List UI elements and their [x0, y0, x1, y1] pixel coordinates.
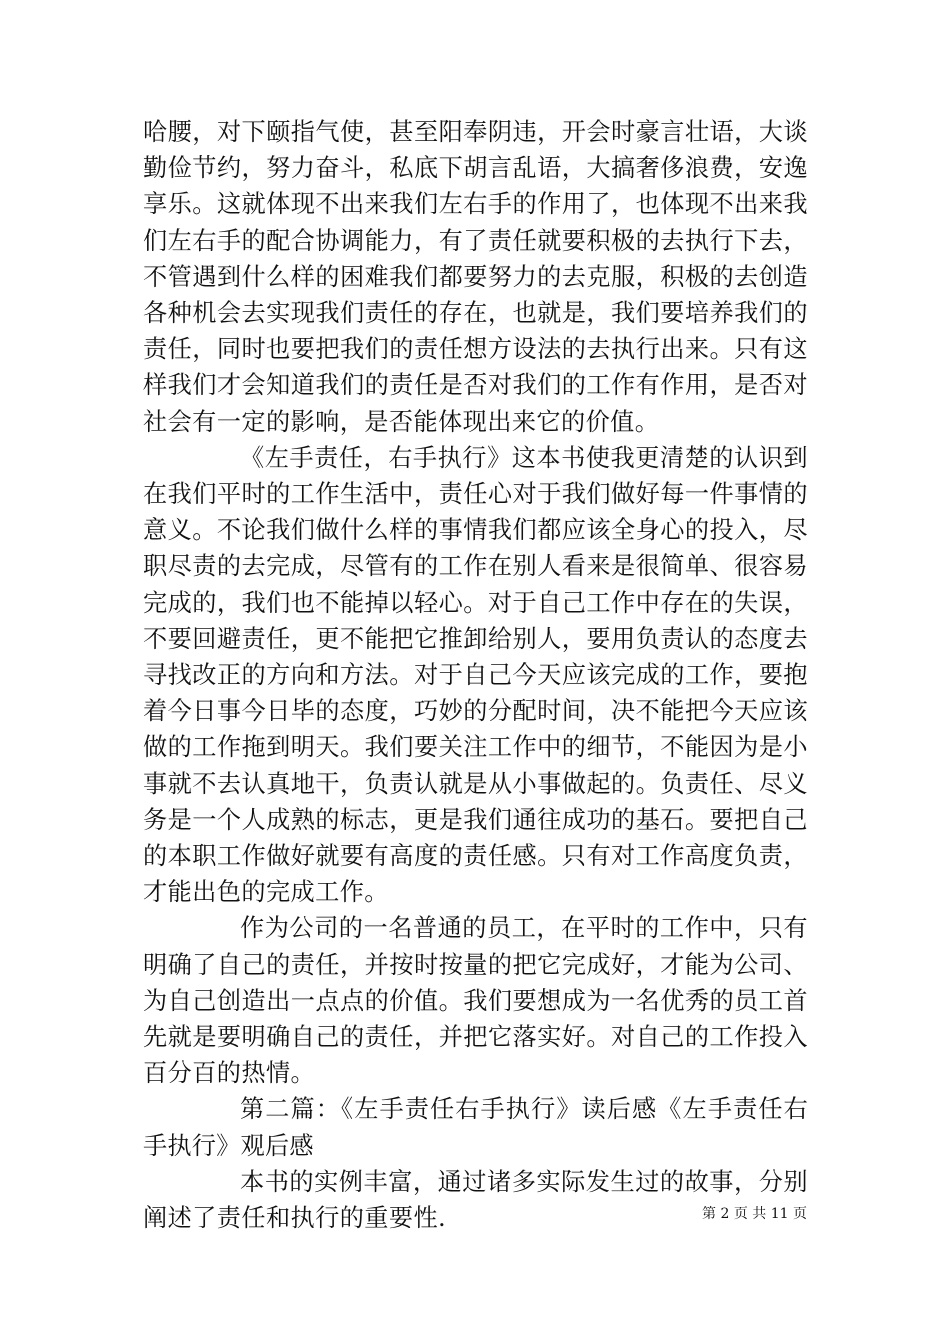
page-number: 第 2 页 共 11 页 — [702, 1206, 807, 1222]
section-heading: 第二篇：《左手责任右手执行》读后感《左手责任右手执行》观后感 — [143, 1095, 808, 1160]
paragraph-book-insight: 《左手责任，右手执行》这本书使我更清楚的认识到在我们平时的工作生活中，责任心对于我们做好每一件事情的意义。不论我们做什么样的事情我们都应该全身心的投入，尽职尽责的去完成，尽管有的工作在别人看来是很简单、很容易完成的，我们也不能掉以轻心。对于自己工作中存在的失误，不要回避责任，更不能把它推卸给别人，要用负责认的态度去寻找改正的方向和方法。对于自己今天应该完成的工作，要抱着今日事今日毕的态度，巧妙的分配时间，决不能把今天应该做的工作拖到明天。我们要关注工作中的细节，不能因为是小事就不去认真地干，负责认就是从小事做起的。负责任、尽义务是一个人成熟的标志，更是我们通往成功的基石。要把自己的本职工作做好就要有高度的责任感。只有对工作高度负责，才能出色的完成工作。 — [143, 443, 808, 907]
paragraph-employee-responsibility: 作为公司的一名普通的员工，在平时的工作中，只有明确了自己的责任，并按时按量的把它完成好，才能为公司、为自己创造出一点点的价值。我们要想成为一名优秀的员工首先就是要明确自己的责任，并把它落实好。对自己的工作投入百分百的热情。 — [143, 914, 808, 1088]
document-body — [143, 114, 808, 1236]
paragraph-book-summary: 本书的实例丰富，通过诸多实际发生过的故事，分别阐述了责任和执行的重要性. — [143, 1167, 808, 1233]
paragraph-continuation: 哈腰，对下颐指气使，甚至阳奉阴违，开会时豪言壮语，大谈勤俭节约，努力奋斗，私底下胡言乱语，大搞奢侈浪费，安逸享乐。这就体现不出来我们左右手的作用了，也体现不出来我们左右手的配合协调能力，有了责任就要积极的去执行下去，不管遇到什么样的困难我们都要努力的去克服，积极的去创造各种机会去实现我们责任的存在，也就是，我们要培养我们的责任，同时也要把我们的责任想方设法的去执行出来。只有这样我们才会知道我们的责任是否对我们的工作有作用，是否对社会有一定的影响，是否能体现出来它的价值。 — [143, 118, 808, 436]
